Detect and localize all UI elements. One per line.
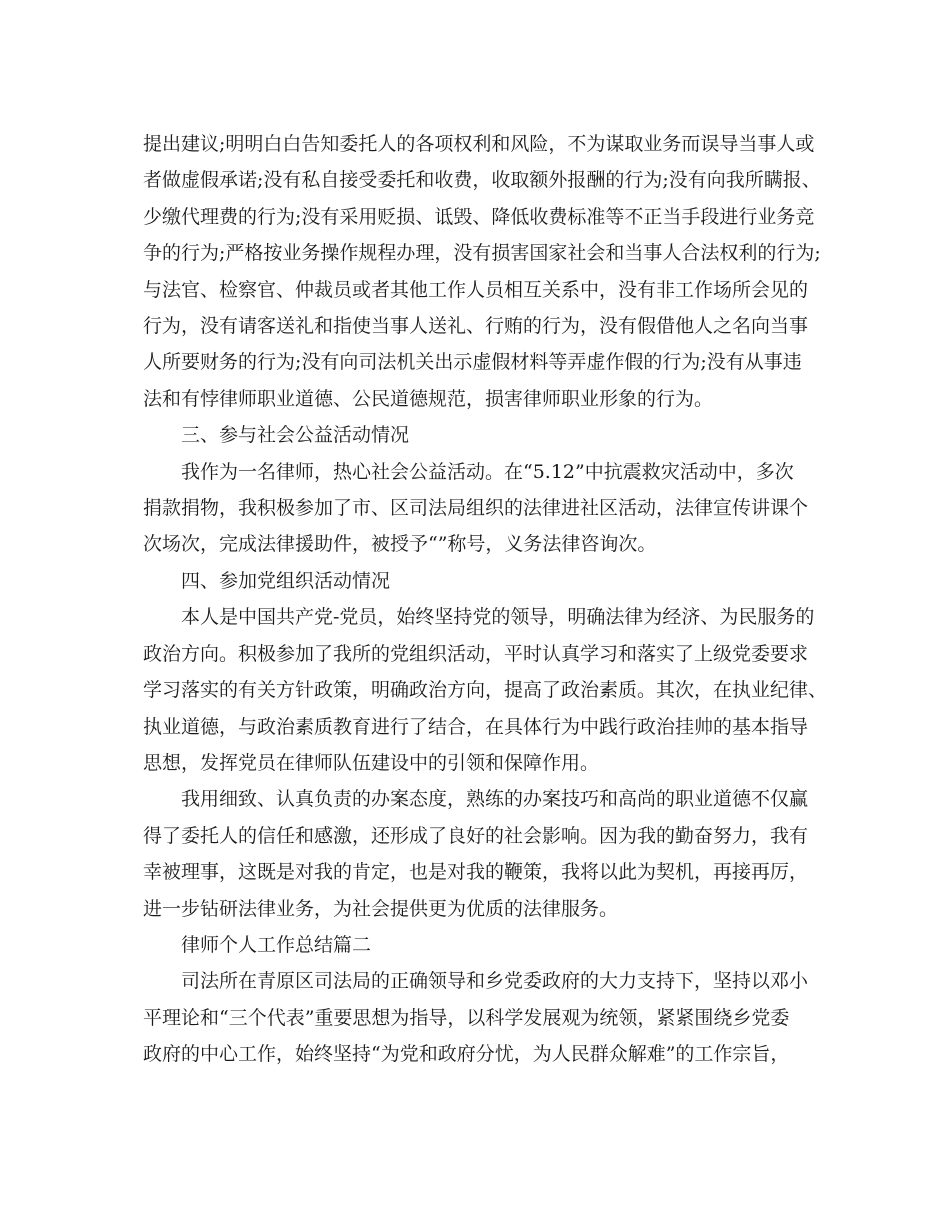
text-line: 学习落实的有关方针政策，明确政治方向，提高了政治素质。其次，在执业纪律、 (143, 679, 828, 702)
text-line: 平理论和“三个代表”重要思想为指导，以科学发展观为统领，紧紧围绕乡党委 (143, 1006, 790, 1029)
text-line: 思想，发挥党员在律师队伍建设中的引领和保障作用。 (143, 751, 600, 774)
text-line: 捐款捐物，我积极参加了市、区司法局组织的法律进社区活动，法律宣传讲课个 (143, 497, 809, 520)
text-line: 进一步钻研法律业务，为社会提供更为优质的法律服务。 (143, 897, 619, 920)
text-line: 得了委托人的信任和感激，还形成了良好的社会影响。因为我的勤奋努力，我有 (143, 824, 809, 847)
text-line: 与法官、检察官、仲裁员或者其他工作人员相互关系中，没有非工作场所会见的 (143, 278, 809, 301)
text-line: 次场次，完成法律援助件，被授予“”称号，义务法律咨询次。 (143, 533, 657, 556)
text-line: 者做虚假承诺;没有私自接受委托和收费，收取额外报酬的行为;没有向我所瞒报、 (143, 169, 821, 192)
text-line: 人所要财务的行为;没有向司法机关出示虚假材料等弄虚作假的行为;没有从事违 (143, 351, 802, 374)
text-line: 司法所在青原区司法局的正确领导和乡党委政府的大力支持下，坚持以邓小 (181, 970, 809, 993)
text-line: 提出建议;明明白白告知委托人的各项权利和风险，不为谋取业务而误导当事人或 (143, 133, 815, 155)
document-body (143, 126, 828, 1073)
text-line: 政府的中心工作，始终坚持“为党和政府分忧，为人民群众解难”的工作宗旨， (143, 1043, 790, 1066)
text-line: 本人是中国共产党-党员，始终坚持党的领导，明确法律为经济、为民服务的 (181, 606, 815, 629)
text-line: 我用细致、认真负责的办案态度，熟练的办案技巧和高尚的职业道德不仅赢 (181, 788, 809, 811)
section-heading: 律师个人工作总结篇二 (181, 933, 372, 956)
text-line: 争的行为;严格按业务操作规程办理，没有损害国家社会和当事人合法权利的行为; (143, 242, 821, 265)
text-line: 幸被理事，这既是对我的肯定，也是对我的鞭策，我将以此为契机，再接再厉， (143, 861, 809, 884)
section-heading: 三、参与社会公益活动情况 (181, 424, 410, 447)
text-line: 政治方向。积极参加了我所的党组织活动，平时认真学习和落实了上级党委要求 (143, 642, 809, 665)
text-line: 执业道德，与政治素质教育进行了结合，在具体行为中践行政治挂帅的基本指导 (143, 715, 809, 738)
text-line: 法和有悖律师职业道德、公民道德规范，损害律师职业形象的行为。 (143, 387, 714, 410)
text-line: 我作为一名律师，热心社会公益活动。在“5.12”中抗震救灾活动中，多次 (181, 460, 794, 483)
text-line: 行为，没有请客送礼和指使当事人送礼、行贿的行为，没有假借他人之名向当事 (143, 315, 809, 338)
section-heading: 四、参加党组织活动情况 (181, 569, 391, 592)
text-line: 少缴代理费的行为;没有采用贬损、诋毁、降低收费标准等不正当手段进行业务竞 (143, 205, 815, 228)
